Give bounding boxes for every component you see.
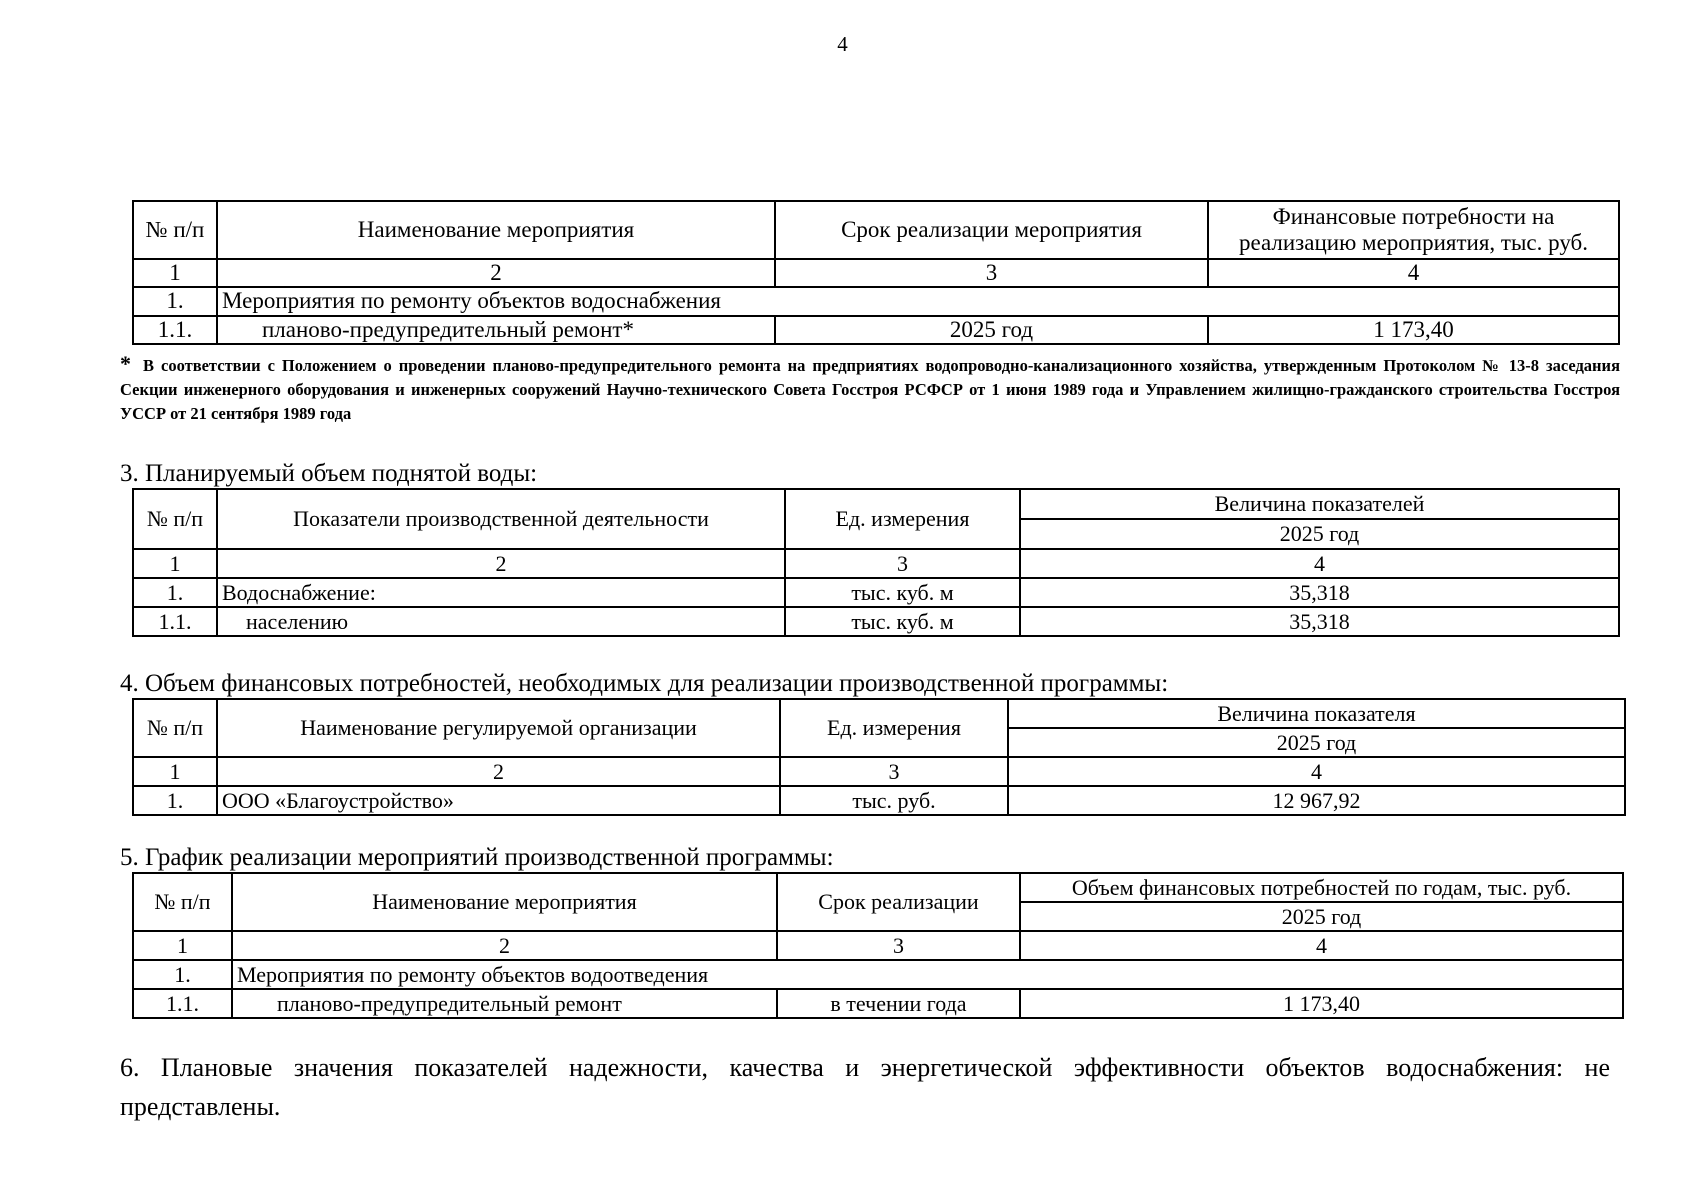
table-row xyxy=(133,578,1619,607)
row-unit: тыс. куб. м xyxy=(785,578,1020,607)
row-value: 12 967,92 xyxy=(1008,786,1625,815)
finance-table xyxy=(132,698,1624,816)
header-num: № п/п xyxy=(133,201,217,259)
schedule-table xyxy=(132,872,1622,1019)
row-unit: тыс. куб. м xyxy=(785,607,1020,636)
events-table xyxy=(132,200,1618,345)
header-year: 2025 год xyxy=(1020,519,1619,549)
header-year: 2025 год xyxy=(1020,902,1623,931)
header-year: 2025 год xyxy=(1008,728,1625,757)
index-cell: 2 xyxy=(217,549,785,578)
section-6-paragraph: 6. Плановые значения показателей надежности, качества и энергетической эффективности объектов водоснабжения: не представлены. xyxy=(120,1053,1610,1121)
item-term: 2025 год xyxy=(775,316,1208,344)
group-name: Мероприятия по ремонту объектов водоснабжения xyxy=(217,287,1619,315)
header-values: Величина показателей xyxy=(1020,489,1619,519)
footnote-marker: * xyxy=(120,351,131,376)
index-cell: 1 xyxy=(133,549,217,578)
header-name: Наименование мероприятия xyxy=(217,201,775,259)
row-value: 35,318 xyxy=(1020,607,1619,636)
header-term: Срок реализации xyxy=(777,873,1020,931)
row-organization: ООО «Благоустройство» xyxy=(217,786,780,815)
section-title-3: 3. Планируемый объем поднятой воды: xyxy=(120,460,538,487)
index-cell: 4 xyxy=(1020,931,1623,960)
index-cell: 3 xyxy=(785,549,1020,578)
table-row xyxy=(133,786,1625,815)
footnote-text: В соответствии с Положением о проведении планово-предупредительного ремонта на предприятиях водопроводно-канализационного хозяйства, утвержденным Протоколом № 13-8 заседания Секции инженерного оборудования и инженерных сооружений Научно-технического Совета Госстроя РСФСР от 1 июня 1989 года и Управлением жилищно-гражданского строительства Госстроя УССР от 21 сентября 1989 года xyxy=(120,356,1620,423)
header-indicator: Показатели производственной деятельности xyxy=(217,489,785,549)
table-row xyxy=(133,287,1619,315)
header-unit: Ед. измерения xyxy=(785,489,1020,549)
footnote xyxy=(120,352,1620,426)
page-number: 4 xyxy=(837,32,848,56)
header-num: № п/п xyxy=(133,699,217,757)
row-name: населению xyxy=(217,607,785,636)
section-title-4: 4. Объем финансовых потребностей, необходимых для реализации производственной программы: xyxy=(120,670,1169,697)
index-cell: 1 xyxy=(133,259,217,287)
water-volume-table xyxy=(132,488,1618,637)
header-unit: Ед. измерения xyxy=(780,699,1008,757)
item-name: планово-предупредительный ремонт xyxy=(232,989,777,1018)
row-name: Водоснабжение: xyxy=(217,578,785,607)
row-num: 1.1. xyxy=(133,989,232,1018)
index-cell: 3 xyxy=(775,259,1208,287)
row-num: 1. xyxy=(133,786,217,815)
table-row xyxy=(133,960,1623,989)
index-cell: 2 xyxy=(232,931,777,960)
item-term: в течении года xyxy=(777,989,1020,1018)
item-amount: 1 173,40 xyxy=(1208,316,1619,344)
index-cell: 2 xyxy=(217,757,780,786)
section-title-5: 5. График реализации мероприятий производственной программы: xyxy=(120,844,834,871)
table-row xyxy=(133,989,1623,1018)
index-cell: 4 xyxy=(1008,757,1625,786)
header-value: Величина показателя xyxy=(1008,699,1625,728)
row-unit: тыс. руб. xyxy=(780,786,1008,815)
item-amount: 1 173,40 xyxy=(1020,989,1623,1018)
header-num: № п/п xyxy=(133,489,217,549)
row-num: 1. xyxy=(133,287,217,315)
index-cell: 4 xyxy=(1020,549,1619,578)
header-name: Наименование мероприятия xyxy=(232,873,777,931)
row-num: 1. xyxy=(133,578,217,607)
index-cell: 3 xyxy=(777,931,1020,960)
index-cell: 3 xyxy=(780,757,1008,786)
item-name: планово-предупредительный ремонт* xyxy=(217,316,775,344)
header-num: № п/п xyxy=(133,873,232,931)
index-cell: 1 xyxy=(133,757,217,786)
index-cell: 2 xyxy=(217,259,775,287)
table-row xyxy=(133,316,1619,344)
header-finance: Объем финансовых потребностей по годам, тыс. руб. xyxy=(1020,873,1623,902)
group-name: Мероприятия по ремонту объектов водоотведения xyxy=(232,960,1623,989)
index-cell: 4 xyxy=(1208,259,1619,287)
table-row xyxy=(133,607,1619,636)
row-num: 1. xyxy=(133,960,232,989)
row-value: 35,318 xyxy=(1020,578,1619,607)
row-num: 1.1. xyxy=(133,316,217,344)
header-term: Срок реализации мероприятия xyxy=(775,201,1208,259)
header-organization: Наименование регулируемой организации xyxy=(217,699,780,757)
header-finance: Финансовые потребности на реализацию мероприятия, тыс. руб. xyxy=(1208,201,1619,259)
row-num: 1.1. xyxy=(133,607,217,636)
index-cell: 1 xyxy=(133,931,232,960)
